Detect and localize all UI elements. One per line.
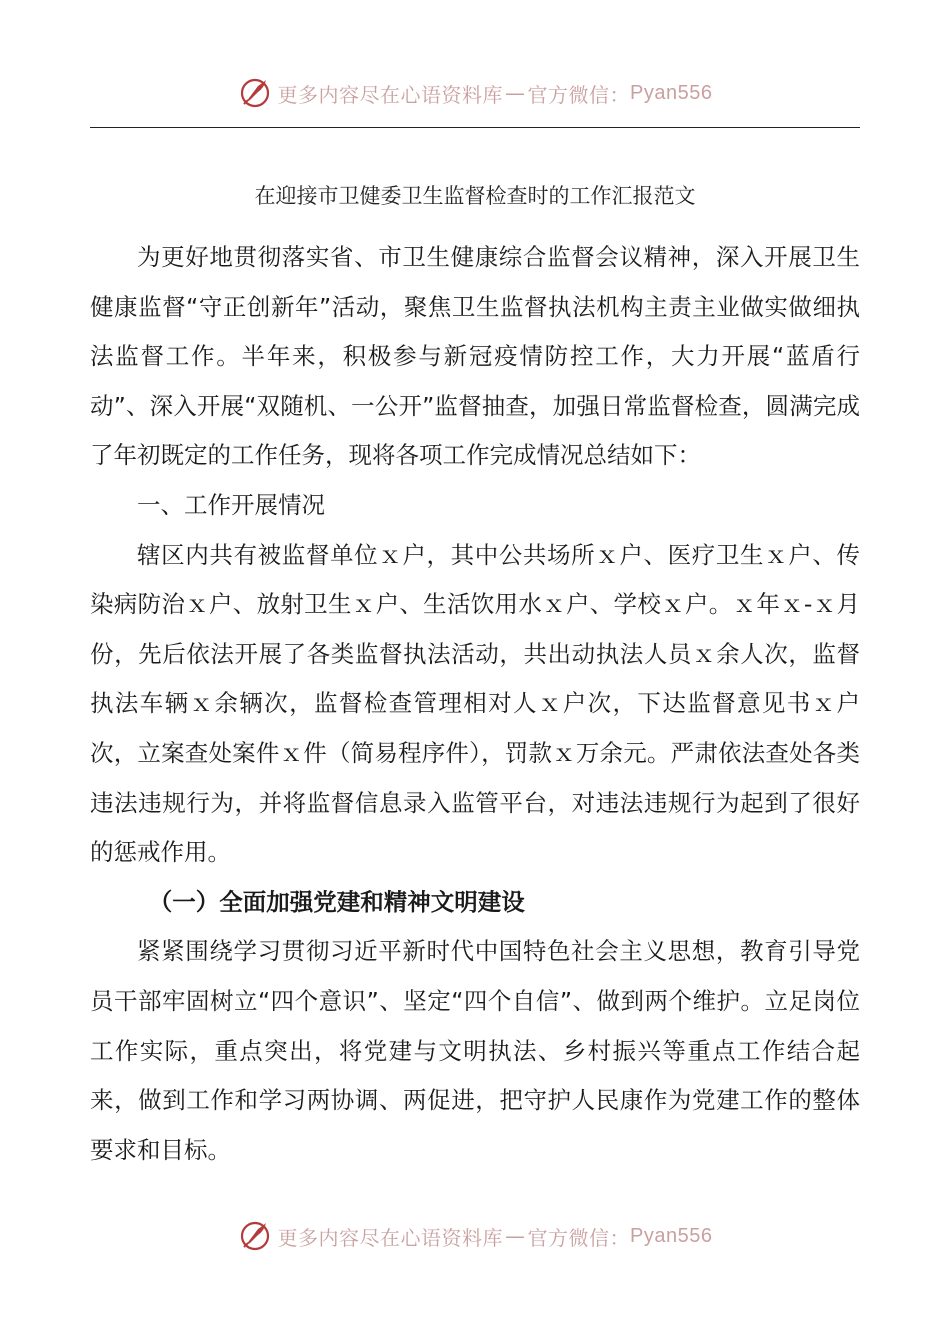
- banner-wechat-label: 官方微信：: [527, 82, 631, 107]
- banner-separator: —: [505, 1224, 526, 1248]
- paragraph: 紧紧围绕学习贯彻习近平新时代中国特色社会主义思想，教育引导党员干部牢固树立“四个意识”、坚定“四个自信”、做到两个维护。立足岗位工作实际，重点突出，将党建与文明执法、乡村振兴等重点工作结合起来，做到工作和学习两协调、两促进，把守护人民康作为党建工作的整体要求和目标。: [90, 937, 860, 1164]
- paragraph: 为更好地贯彻落实省、市卫生健康综合监督会议精神，深入开展卫生健康监督“守正创新年”活动，聚焦卫生监督执法机构主责主业做实做细执法监督工作。半年来，积极参与新冠疫情防控工作，大力开展“蓝盾行动”、深入开展“双随机、一公开”监督抽查，加强日常监督检查，圆满完成了年初既定的工作任务，现将各项工作完成情况总结如下：: [90, 243, 860, 470]
- banner-text: 更多内容尽在心语资料库: [277, 82, 504, 107]
- footer-banner: [0, 1211, 950, 1261]
- banner-wechat-id: Pyan556: [630, 81, 713, 104]
- section-heading: 一、工作开展情况: [137, 490, 325, 519]
- banner-text: 更多内容尽在心语资料库: [277, 1225, 504, 1250]
- subsection-heading: （一）全面加强党建和精神文明建设: [148, 887, 525, 916]
- header-divider: [90, 127, 860, 128]
- header-banner: [0, 68, 950, 118]
- banner-wechat-id: Pyan556: [630, 1224, 713, 1247]
- document-body: [90, 233, 860, 1175]
- banner-wechat-label: 官方微信：: [527, 1225, 631, 1250]
- paragraph: 辖区内共有被监督单位ｘ户，其中公共场所ｘ户、医疗卫生ｘ户、传染病防治ｘ户、放射卫生ｘ户、生活饮用水ｘ户、学校ｘ户。ｘ年ｘ-ｘ月份，先后依法开展了各类监督执法活动，共出动执法人员ｘ余人次，监督执法车辆ｘ余辆次，监督检查管理相对人ｘ户次，下达监督意见书ｘ户次，立案查处案件ｘ件（简易程序件），罚款ｘ万余元。严肃依法查处各类违法违规行为，并将监督信息录入监管平台，对违法违规行为起到了很好的惩戒作用。: [90, 540, 860, 867]
- quill-pen-circle-icon: [238, 76, 272, 110]
- banner-separator: —: [505, 81, 526, 105]
- document-title: 在迎接市卫健委卫生监督检查时的工作汇报范文: [254, 184, 696, 208]
- quill-pen-circle-icon: [238, 1219, 272, 1253]
